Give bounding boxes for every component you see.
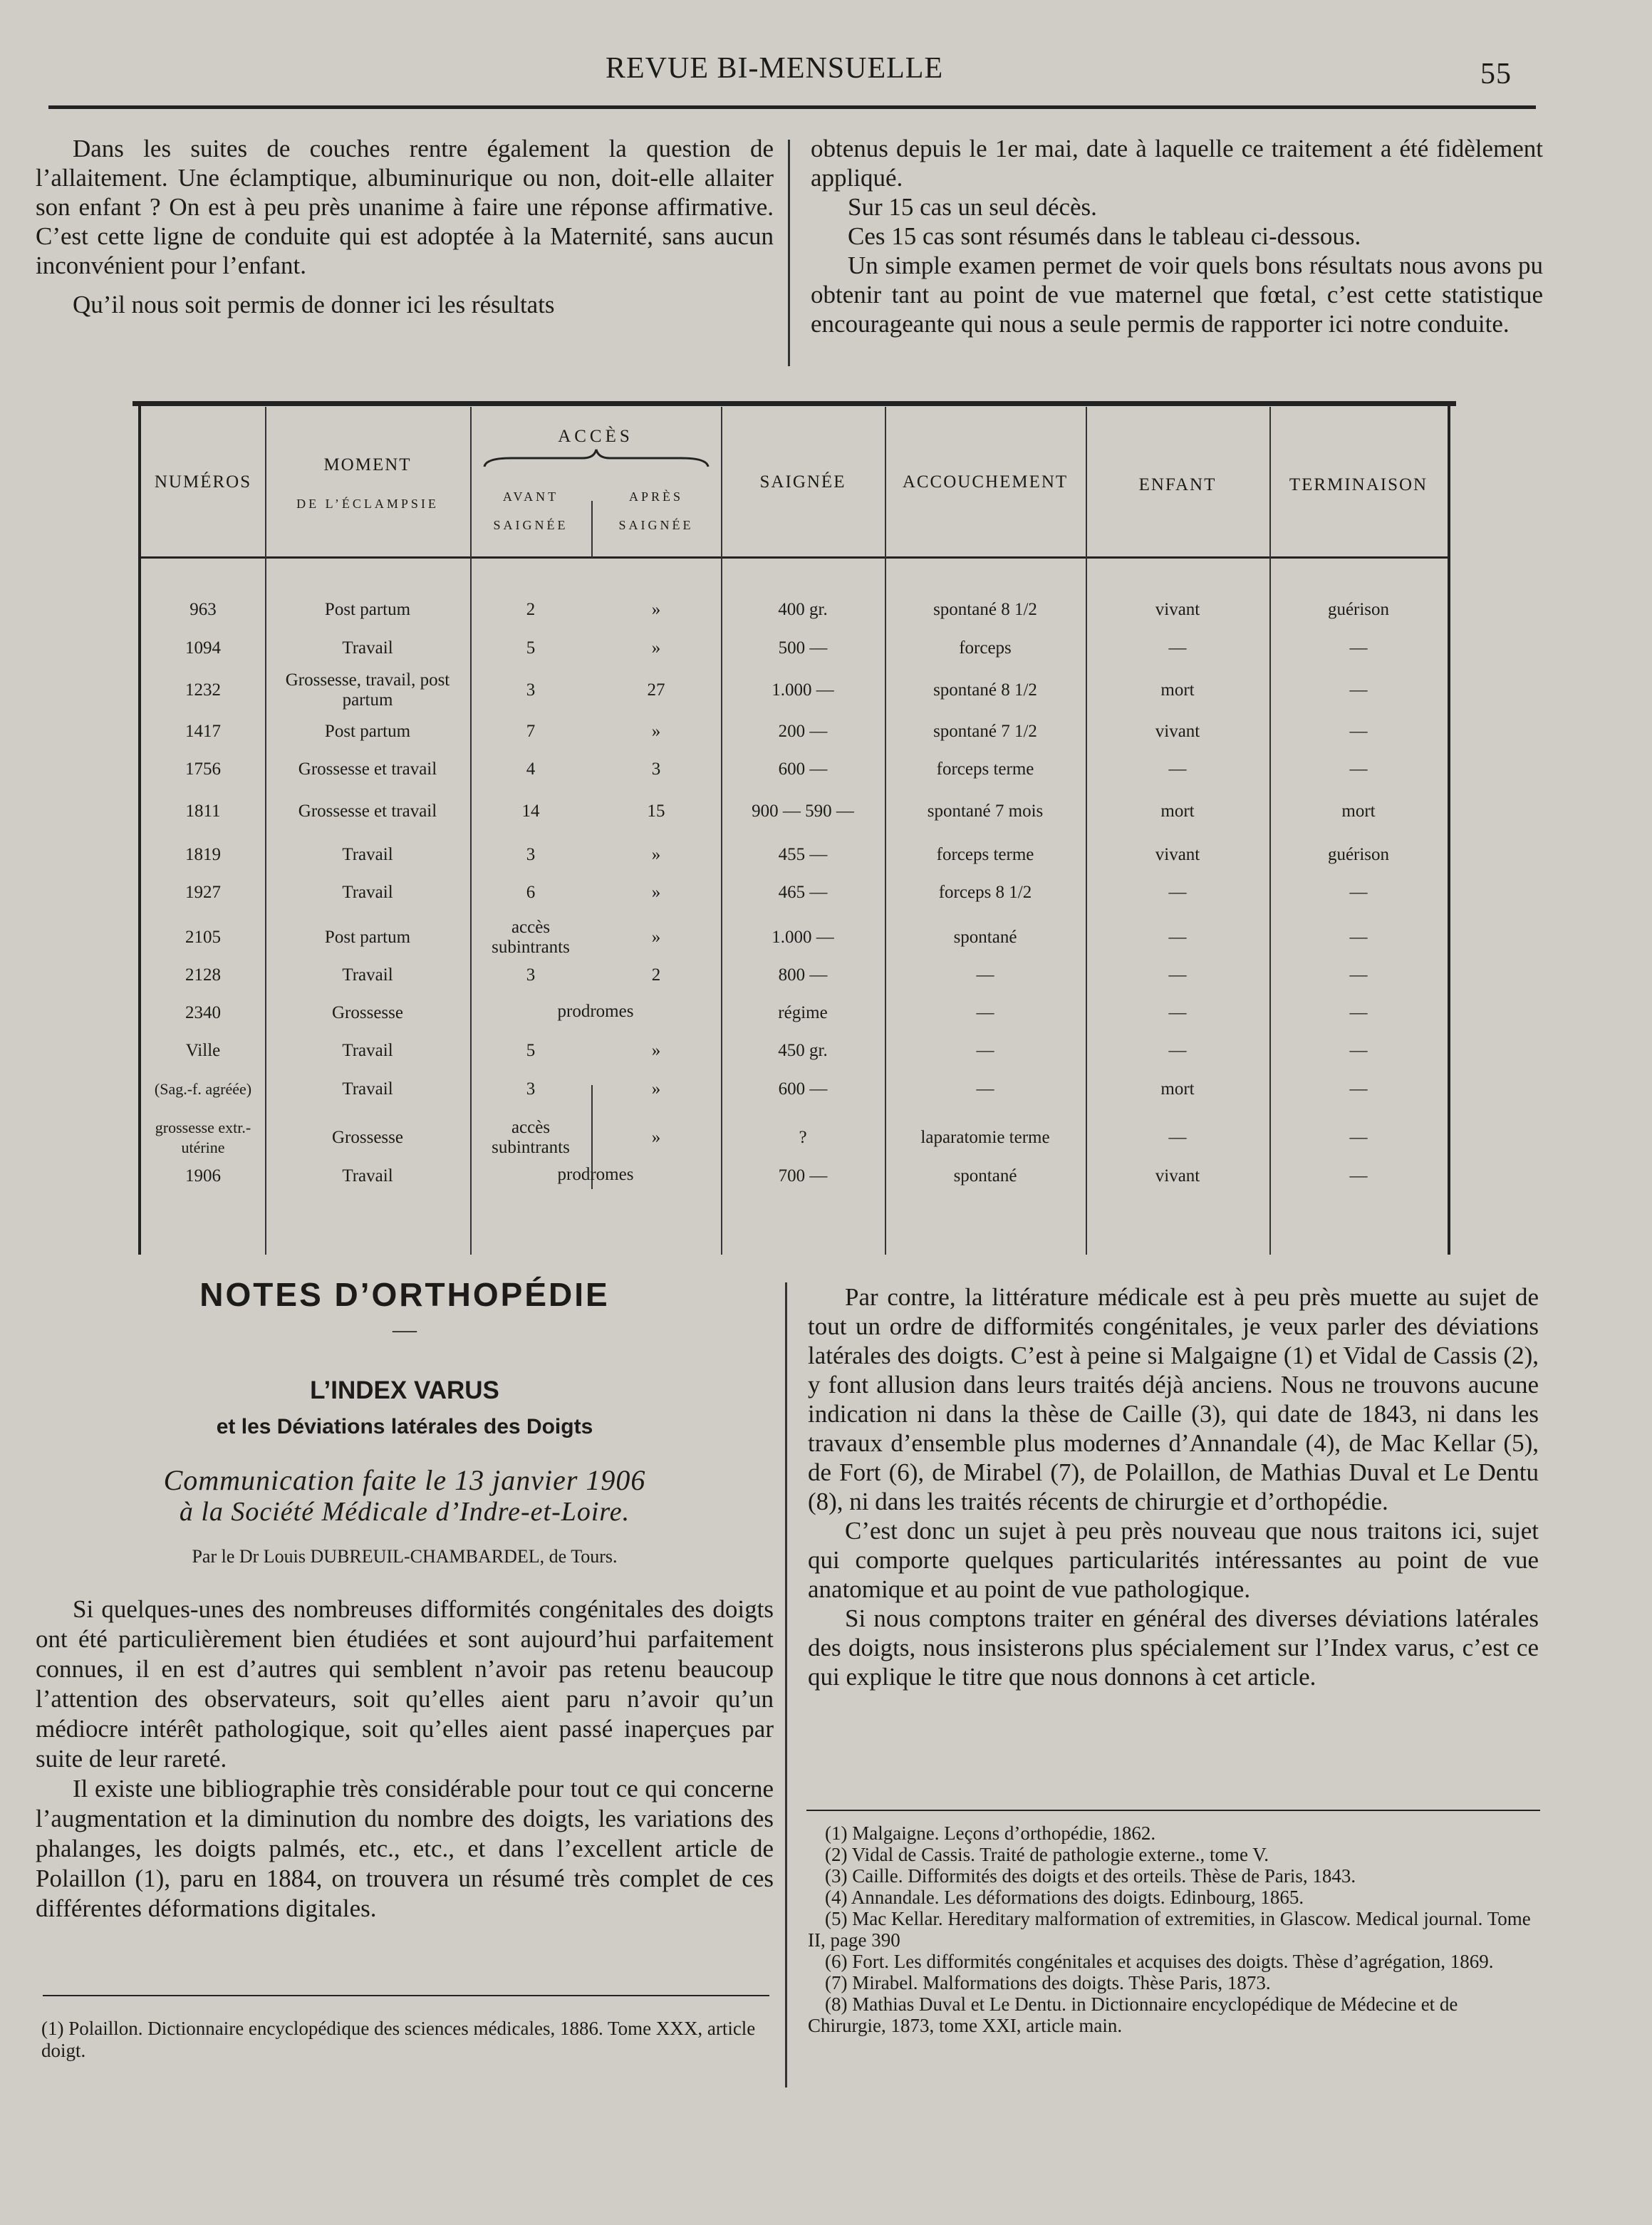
table-cell-terminaison: —	[1349, 928, 1368, 947]
table-cell-accouchement: forceps terme	[936, 759, 1034, 779]
table-right-rule	[1448, 401, 1450, 1255]
table-cell-avant: 3	[526, 680, 536, 700]
paragraph: Si nous comptons traiter en général des diverses déviations latérales des doigts, nous insisterons plus spécialement sur l’Index varus, c’est ce qui explique le titre que nous donnons à cet article.	[808, 1604, 1539, 1691]
table-cell-accouchement: spontané	[953, 928, 1017, 947]
table-cell-terminaison: —	[1349, 638, 1368, 658]
table-cell-apres: »	[651, 928, 661, 947]
table-cell-saignee: 900 — 590 —	[752, 802, 854, 821]
header-avant: AVANT	[502, 489, 559, 504]
table-cell-saignee: 200 —	[778, 722, 828, 741]
table-cell-apres: 3	[651, 759, 661, 779]
table-cell-moment: Travail	[342, 638, 393, 658]
column-separator	[788, 140, 790, 366]
table-cell-avant: accès subintrants	[492, 918, 570, 957]
paragraph: Si quelques-unes des nombreuses difformités congénitales des doigts ont été particulièrement bien étudiées et sont aujourd’hui parfaitement connues, il en est d’autres qui semblent n’avoir pas retenu beaucoup l’attention des observateurs, soit qu’elles aient paru n’avoir qu’un médiocre intérêt pathologique, soit qu’elles aient passé inaperçues par suite de leur rareté.	[36, 1595, 774, 1773]
table-cell-saignee: 455 —	[778, 845, 828, 864]
communication-line-2: à la Société Médicale d’Indre-et-Loire.	[179, 1497, 630, 1527]
table-cell-terminaison: guérison	[1327, 600, 1390, 619]
table-cell-accouchement: forceps	[959, 638, 1012, 658]
table-cell-num: 1811	[185, 802, 221, 821]
table-cell-saignee: régime	[778, 1003, 828, 1022]
table-cell-terminaison: —	[1349, 1166, 1368, 1186]
header-avant-sub: SAIGNÉE	[493, 518, 568, 532]
header-enfant: ENFANT	[1138, 475, 1217, 494]
table-cell-terminaison: —	[1349, 1079, 1368, 1099]
table-cell-apres: 27	[647, 680, 665, 700]
table-cell-moment: Travail	[342, 1041, 393, 1060]
table-cell-apres: 15	[647, 802, 665, 821]
table-cell-acces-span: prodromes	[557, 1002, 634, 1021]
table-cell-num: 1927	[185, 883, 221, 902]
footnote-right: (6) Fort. Les difformités congénitales et acquises des doigts. Thèse d’agrégation, 1869.	[825, 1951, 1494, 1972]
table-cell-avant: 5	[526, 638, 536, 658]
table-cell-accouchement: forceps 8 1/2	[938, 883, 1032, 902]
table-cell-accouchement: forceps terme	[936, 845, 1034, 864]
table-cell-accouchement: —	[976, 965, 994, 985]
table-cell-moment: Grossesse et travail	[298, 802, 437, 821]
table-cell-num: 2340	[185, 1003, 221, 1022]
table-cell-moment: Travail	[342, 1166, 393, 1186]
footnote-right: (7) Mirabel. Malformations des doigts. Thèse Paris, 1873.	[825, 1972, 1271, 1993]
footnote-left: (1) Polaillon. Dictionnaire encyclopédique des sciences médicales, 1886. Tome XXX, article doigt.	[41, 2018, 756, 2061]
table-cell-moment: Grossesse	[332, 1128, 403, 1147]
table-cell-accouchement: —	[976, 1079, 994, 1099]
table-cell-avant: 4	[526, 759, 536, 779]
table-cell-accouchement: spontané 7 1/2	[933, 722, 1037, 741]
footnote-right: (2) Vidal de Cassis. Traité de pathologie externe., tome V.	[825, 1844, 1269, 1865]
article-byline: Par le Dr Louis DUBREUIL-CHAMBARDEL, de Tours.	[192, 1546, 618, 1567]
header-apres-sub: SAIGNÉE	[618, 518, 694, 532]
table-cell-num: grossesse extr.-utérine	[155, 1119, 251, 1156]
table-cell-saignee: 500 —	[778, 638, 828, 658]
header-moment: MOMENT	[323, 455, 412, 474]
table-cell-saignee: 400 gr.	[778, 600, 828, 619]
paragraph: Il existe une bibliographie très considérable pour tout ce qui concerne l’augmentation et la diminution du nombre des doigts, les variations des phalanges, les doigts palmés, etc., etc., et dans l’excellent article de Polaillon (1), paru en 1884, on trouvera un résumé très complet de ces différentes déformations digitales.	[36, 1775, 774, 1922]
table-cell-apres: »	[651, 600, 661, 619]
table-cell-enfant: —	[1168, 1003, 1187, 1022]
top-right-column	[811, 134, 1543, 338]
table-cell-moment: Travail	[342, 883, 393, 902]
header-accouchement: ACCOUCHEMENT	[902, 472, 1069, 492]
table-cell-enfant: —	[1168, 965, 1187, 985]
paragraph: Par contre, la littérature médicale est à peu près muette au sujet de tout un ordre de difformités congénitales, je veux parler des déviations latérales des doigts. C’est à peine si Malgaigne (1) et Vidal de Cassis (2), y font allusion dans leurs traités déjà anciens. Nous ne trouvons aucune indication ni dans la thèse de Caille (3), qui date de 1843, ni dans les travaux d’ensemble plus modernes d’Annandale (4), de Mac Kellar (5), de Fort (6), de Mirabel (7), de Polaillon, de Mathias Duval et Le Dentu (8), ni dans les traités récents de chirurgie et d’orthopédie.	[808, 1283, 1539, 1515]
table-cell-enfant: vivant	[1155, 722, 1200, 741]
header-moment-sub: DE L’ÉCLAMPSIE	[296, 497, 439, 511]
table-cell-moment: Travail	[342, 1079, 393, 1099]
results-table	[133, 401, 1456, 1255]
table-cell-saignee: 1.000 —	[772, 928, 834, 947]
table-cell-num: 1906	[185, 1166, 221, 1186]
table-cell-num: 1232	[185, 680, 221, 700]
footnotes-right	[808, 1822, 1539, 2036]
table-cell-enfant: vivant	[1155, 845, 1200, 864]
table-cell-enfant: mort	[1160, 1079, 1195, 1099]
table-cell-moment: Grossesse et travail	[298, 759, 437, 779]
table-cell-terminaison: —	[1349, 1128, 1368, 1147]
paragraph: C’est donc un sujet à peu près nouveau que nous traitons ici, sujet qui comporte quelques particularités intéressantes au point de vue anatomique et au point de vue pathologique.	[808, 1517, 1539, 1603]
table-cell-accouchement: spontané 7 mois	[927, 802, 1044, 821]
table-cell-apres: »	[651, 845, 661, 864]
article-subtitle-2: et les Déviations latérales des Doigts	[216, 1415, 593, 1438]
table-cell-moment: Post partum	[324, 600, 411, 619]
table-cell-num: (Sag.-f. agréée)	[154, 1080, 252, 1098]
table-cell-enfant: —	[1168, 1041, 1187, 1060]
article-right-column	[808, 1282, 1539, 1691]
header-rule	[48, 105, 1536, 109]
table-cell-avant: 3	[526, 1079, 536, 1099]
table-cell-num: Ville	[185, 1041, 221, 1060]
footnote-right: (8) Mathias Duval et Le Dentu. in Dictionnaire encyclopédique de Médecine et de Chirurgie, 1873, tome XXI, article main.	[808, 1993, 1458, 2036]
table-cell-avant: 2	[526, 600, 536, 619]
table-cell-avant: 14	[521, 802, 540, 821]
footnote-right: (1) Malgaigne. Leçons d’orthopédie, 1862.	[825, 1822, 1156, 1844]
header-acces: ACCÈS	[558, 427, 633, 446]
footnote-rule	[43, 1995, 769, 1996]
footnote-right: (3) Caille. Difformités des doigts et des orteils. Thèse de Paris, 1843.	[825, 1865, 1356, 1887]
paragraph: Sur 15 cas un seul décès.	[848, 193, 1097, 221]
header-numeros: NUMÉROS	[154, 472, 252, 492]
top-left-column	[36, 134, 774, 319]
table-cell-avant: 6	[526, 883, 536, 902]
paragraph: Qu’il nous soit permis de donner ici les résultats	[73, 291, 555, 318]
table-cell-saignee: 450 gr.	[778, 1041, 828, 1060]
table-cell-avant: 7	[526, 722, 536, 741]
paragraph: obtenus depuis le 1er mai, date à laquelle ce traitement a été fidèlement appliqué.	[811, 135, 1543, 192]
table-cell-saignee: 600 —	[778, 759, 828, 779]
paragraph: Dans les suites de couches rentre également la question de l’allaitement. Une éclamptique, albuminurique ou non, doit-elle allaiter son enfant ? On est à peu près unanime à faire une réponse affirmative. C’est cette ligne de conduite qui est adoptée à la Maternité, sans aucun inconvénient pour l’enfant.	[36, 135, 774, 279]
paragraph: Ces 15 cas sont résumés dans le tableau ci-dessous.	[848, 222, 1361, 250]
table-cell-enfant: vivant	[1155, 1166, 1200, 1186]
table-cell-num: 2128	[185, 965, 221, 985]
article-title: NOTES D’ORTHOPÉDIE	[199, 1276, 610, 1313]
table-cell-enfant: —	[1168, 638, 1187, 658]
table-cell-moment: Travail	[342, 845, 393, 864]
acces-brace-icon	[483, 448, 710, 470]
table-cell-avant: 3	[526, 965, 536, 985]
page-number: 55	[1480, 58, 1512, 90]
table-cell-accouchement: laparatomie terme	[920, 1128, 1050, 1147]
paragraph: Un simple examen permet de voir quels bons résultats nous avons pu obtenir tant au point de vue maternel que fœtal, c’est cette statistique encourageante qui nous a seule permis de rapporter ici notre conduite.	[811, 251, 1543, 338]
table-cell-avant: accès subintrants	[492, 1118, 570, 1157]
table-cell-saignee: 600 —	[778, 1079, 828, 1099]
header-bottom-rule	[141, 556, 1448, 559]
table-cell-accouchement: —	[976, 1041, 994, 1060]
table-cell-enfant: —	[1168, 1128, 1187, 1147]
table-cell-acces-span: prodromes	[557, 1165, 634, 1184]
table-cell-saignee: 800 —	[778, 965, 828, 985]
table-cell-moment: Grossesse	[332, 1003, 403, 1022]
title-dash: —	[393, 1317, 417, 1343]
table-cell-terminaison: mort	[1341, 802, 1376, 821]
table-cell-terminaison: —	[1349, 722, 1368, 741]
table-cell-saignee: ?	[799, 1128, 807, 1147]
table-cell-num: 963	[189, 600, 217, 619]
article-subtitle: L’INDEX VARUS	[310, 1376, 499, 1404]
table-cell-moment: Grossesse, travail, post partum	[285, 670, 450, 710]
table-cell-accouchement: spontané	[953, 1166, 1017, 1186]
table-cell-enfant: —	[1168, 759, 1187, 779]
table-cell-saignee: 465 —	[778, 883, 828, 902]
table-cell-enfant: —	[1168, 928, 1187, 947]
table-cell-enfant: mort	[1160, 680, 1195, 700]
footnote-right: (5) Mac Kellar. Hereditary malformation of extremities, in Glascow. Medical journal. Tome II, page 390	[808, 1908, 1531, 1951]
table-cell-moment: Post partum	[324, 928, 411, 947]
table-cell-enfant: —	[1168, 883, 1187, 902]
table-cell-moment: Post partum	[324, 722, 411, 741]
table-cell-apres: »	[651, 1079, 661, 1099]
table-cell-apres: »	[651, 883, 661, 902]
article-left-column	[36, 1594, 774, 1924]
table-cell-num: 1417	[185, 722, 221, 741]
communication-line-1: Communication faite le 13 janvier 1906	[163, 1464, 646, 1496]
table-top-rule	[133, 401, 1456, 406]
running-header: REVUE BI-MENSUELLE	[606, 52, 944, 85]
header-terminaison: TERMINAISON	[1289, 475, 1428, 494]
table-cell-terminaison: —	[1349, 1041, 1368, 1060]
footnote-rule	[806, 1810, 1540, 1811]
table-cell-apres: »	[651, 722, 661, 741]
table-cell-saignee: 1.000 —	[772, 680, 834, 700]
table-cell-num: 1094	[185, 638, 221, 658]
header-saignee: SAIGNÉE	[759, 472, 846, 492]
table-cell-apres: »	[651, 1041, 661, 1060]
table-cell-terminaison: guérison	[1327, 845, 1390, 864]
table-cell-moment: Travail	[342, 965, 393, 985]
table-cell-apres: »	[651, 638, 661, 658]
column-separator	[785, 1282, 787, 2087]
table-cell-avant: 3	[526, 845, 536, 864]
table-cell-saignee: 700 —	[778, 1166, 828, 1186]
table-cell-enfant: vivant	[1155, 600, 1200, 619]
table-cell-num: 2105	[185, 928, 221, 947]
table-cell-num: 1756	[185, 759, 221, 779]
table-cell-accouchement: spontané 8 1/2	[933, 600, 1037, 619]
footnote-right: (4) Annandale. Les déformations des doigts. Edinbourg, 1865.	[825, 1887, 1304, 1908]
table-cell-num: 1819	[185, 845, 221, 864]
header-apres: APRÈS	[628, 489, 684, 504]
table-cell-terminaison: —	[1349, 1003, 1368, 1022]
table-cell-terminaison: —	[1349, 680, 1368, 700]
table-cell-apres: 2	[651, 965, 661, 985]
table-cell-accouchement: —	[976, 1003, 994, 1022]
table-cell-terminaison: —	[1349, 883, 1368, 902]
table-cell-terminaison: —	[1349, 965, 1368, 985]
table-cell-apres: »	[651, 1128, 661, 1147]
table-cell-terminaison: —	[1349, 759, 1368, 779]
table-cell-accouchement: spontané 8 1/2	[933, 680, 1037, 700]
table-cell-avant: 5	[526, 1041, 536, 1060]
table-cell-enfant: mort	[1160, 802, 1195, 821]
